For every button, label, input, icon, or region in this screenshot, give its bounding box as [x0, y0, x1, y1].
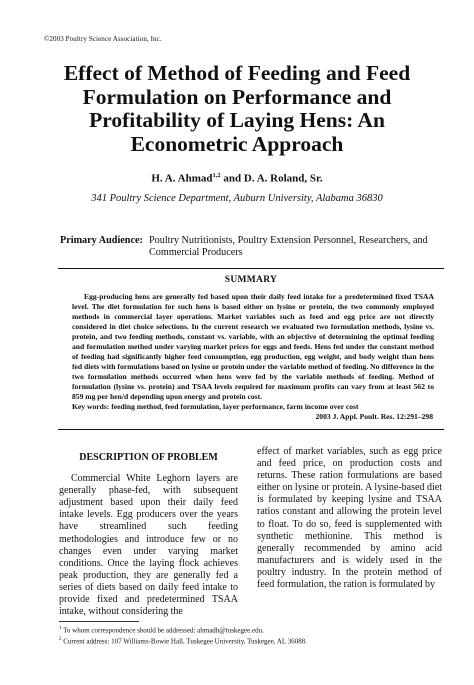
summary-heading: SUMMARY [224, 275, 278, 285]
footnote-mark: 2 [59, 637, 62, 643]
copyright-notice: ©2003 Poultry Science Association, Inc. [44, 35, 162, 43]
body-paragraph: effect of market variables, such as egg price and feed price, on production costs and returns. These ration formulations are based either on lysine or protein. A lysine-based diet is formulated by keeping lysine and TSAA ratios constant and allowing the protein level to float. To do so, feed is supplemented with synthetic methionine. This method is generally recommended by amino acid manufacturers and is widely used in the poultry industry. In the protein method of feed formulation, the ration is formulated by [257, 446, 442, 591]
author-line [30, 172, 444, 185]
keywords [72, 402, 434, 412]
left-column [59, 448, 238, 618]
author-footnote-marks: 1,2 [212, 172, 221, 179]
article-title: Effect of Method of Feeding and Feed Formulation on Performance and Profitability of Laying Hens: An Econometric Approach [63, 61, 411, 156]
footnote [59, 624, 307, 635]
body-paragraph: Commercial White Leghorn layers are generally phase-fed, with subsequent adjustment based upon their daily feed intake levels. Egg producers over the years have streamlined such feeding methodologies and introduce few or no changes even under varying market conditions. Once the laying flock achieves peak production, they are generally fed a series of diets based on daily feed intake to provide fixed and predetermined TSAA intake, without considering the [59, 473, 238, 618]
footnote [59, 635, 307, 646]
audience-label: Primary Audience: [60, 235, 143, 246]
affiliation: 341 Poultry Science Department, Auburn University, Alabama 36830 [91, 193, 383, 204]
right-column [257, 446, 442, 591]
audience-text: Poultry Nutritionists, Poultry Extension Personnel, Researchers, and Commercial Producers [149, 235, 428, 258]
author-conjunction: and [220, 172, 244, 185]
summary-text: Egg-producing hens are generally fed based upon their daily feed intake for a predetermined fixed TSAA level. The diet formulation for such hens is based either on lysine or protein, the two commonly employed methods in commercial layer operations. Market variables such as feed and egg price are not directly considered in diet choice selections. In the current research we evaluated two formulation methods, lysine vs. protein, and two feeding methods, constant vs. variable, with an objective of determining the optimal feeding and formulation method under varying market prices for eggs and feeds. Hens fed under the constant method of feeding had significantly higher feed consumption, egg production, egg weight, and body weight than hens fed diets with formulations based on lysine or protein under the variable method of feeding. No difference in the two formulation methods occurred when hens were fed by the variable methods of feeding. Method of formulation (lysine vs. protein) and TSAA levels required for maximum profits can vary from at least 562 to 859 mg per hen/d depending upon energy and protein cost. [72, 292, 434, 401]
section-heading: DESCRIPTION OF PROBLEM [79, 452, 218, 463]
footnote-mark: 1 [59, 626, 62, 631]
author-name: D. A. Roland, Sr. [243, 172, 323, 185]
footnotes [59, 624, 307, 647]
keywords-list: feeding method, feed formulation, layer performance, farm income over cost [109, 402, 359, 411]
journal-citation: 2003 J. Appl. Poult. Res. 12:291–298 [315, 412, 433, 421]
author-name: H. A. Ahmad [151, 172, 213, 185]
footnote-text: Current address: 107 Williams-Bowie Hall, Tuskegee University, Tuskegee, AL 36088. [61, 637, 307, 646]
footnote-text: To whom correspondence should be addressed: ahmadh@tuskegee.edu. [61, 626, 264, 635]
keywords-label: Key words: [72, 402, 110, 411]
footnote-divider [59, 621, 139, 622]
